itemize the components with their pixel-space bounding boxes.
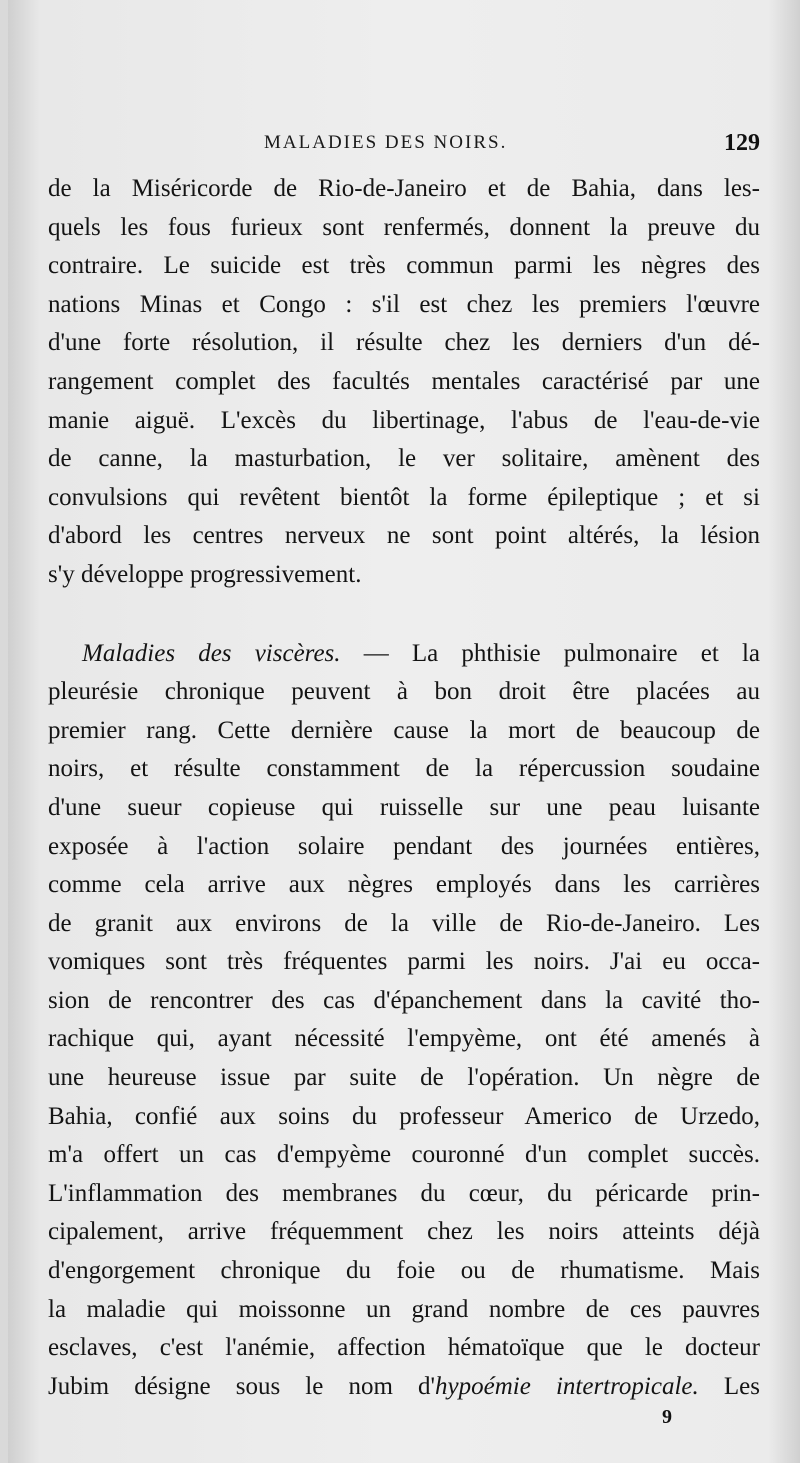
text-line: noirs, et résulte constamment de la répercussion soudaine — [48, 755, 760, 783]
text-line: comme cela arrive aux nègres employés dans les carrières — [48, 871, 760, 899]
text-line: L'inflammation des membranes du cœur, du péricarde prin- — [48, 1179, 760, 1207]
text-line: Bahia, confié aux soins du professeur Americo de Urzedo, — [48, 1102, 760, 1130]
text-line: m'a offert un cas d'empyème couronné d'un complet succès. — [48, 1141, 760, 1169]
running-title: MALADIES DES NOIRS. — [264, 132, 508, 153]
paragraph-2 — [48, 635, 760, 1407]
text-line: d'abord les centres nerveux ne sont point altérés, la lésion — [48, 522, 760, 550]
text-line: nations Minas et Congo : s'il est chez les premiers l'œuvre — [48, 290, 760, 318]
paragraph-gap — [48, 595, 760, 635]
text-line: de la Miséricorde de Rio-de-Janeiro et de Bahia, dans les- — [48, 175, 760, 202]
text-line: de canne, la masturbation, le ver solitaire, amènent des — [48, 445, 760, 473]
heading-continuation: — La phthisie pulmonaire et la — [340, 639, 760, 667]
text-line: quels les fous furieux sont renfermés, donnent la preuve du — [48, 213, 760, 241]
text-line — [48, 1368, 760, 1407]
text-line: rachique qui, ayant nécessité l'empyème, ont été amenés à — [48, 1025, 760, 1053]
last-line-end: Les — [698, 1372, 760, 1400]
text-line: cipalement, arrive fréquemment chez les noirs atteints déjà — [48, 1218, 760, 1246]
text-line: d'une sueur copieuse qui ruisselle sur une peau luisante — [48, 793, 760, 821]
paragraph-1 — [48, 170, 760, 595]
text-line: esclaves, c'est l'anémie, affection hématoïque que le docteur — [48, 1334, 760, 1362]
text-line: de granit aux environs de la ville de Rio-de-Janeiro. Les — [48, 909, 760, 937]
section-heading: Maladies des viscères. — [82, 639, 341, 667]
text-line: sion de rencontrer des cas d'épanchement dans la cavité tho- — [48, 986, 760, 1014]
signature-mark: 9 — [662, 1406, 672, 1428]
body-text — [48, 170, 760, 1406]
text-line: la maladie qui moissonne un grand nombre de ces pauvres — [48, 1295, 760, 1323]
italic-term: hypoémie intertropicale. — [435, 1372, 699, 1400]
text-line: pleurésie chronique peuvent à bon droit être placées au — [48, 678, 760, 706]
text-line: manie aiguë. L'excès du libertinage, l'abus de l'eau-de-vie — [48, 406, 760, 434]
text-line — [48, 635, 760, 674]
text-line: d'engorgement chronique du foie ou de rhumatisme. Mais — [48, 1257, 760, 1285]
page-number: 129 — [724, 130, 760, 156]
text-line: convulsions qui revêtent bientôt la forme épileptique ; et si — [48, 483, 760, 511]
text-line: rangement complet des facultés mentales caractérisé par une — [48, 367, 760, 395]
book-page — [8, 0, 800, 1463]
running-head — [8, 130, 800, 160]
text-line: une heureuse issue par suite de l'opération. Un nègre de — [48, 1064, 760, 1092]
text-line: s'y développe progressivement. — [48, 560, 362, 588]
text-line: vomiques sont très fréquentes parmi les noirs. J'ai eu occa- — [48, 948, 760, 976]
last-line-start: Jubim désigne sous le nom d' — [48, 1372, 436, 1400]
text-line: d'une forte résolution, il résulte chez les derniers d'un dé- — [48, 329, 760, 357]
text-line: contraire. Le suicide est très commun parmi les nègres des — [48, 252, 760, 280]
text-line: premier rang. Cette dernière cause la mort de beaucoup de — [48, 716, 760, 744]
text-line: exposée à l'action solaire pendant des journées entières, — [48, 832, 760, 860]
